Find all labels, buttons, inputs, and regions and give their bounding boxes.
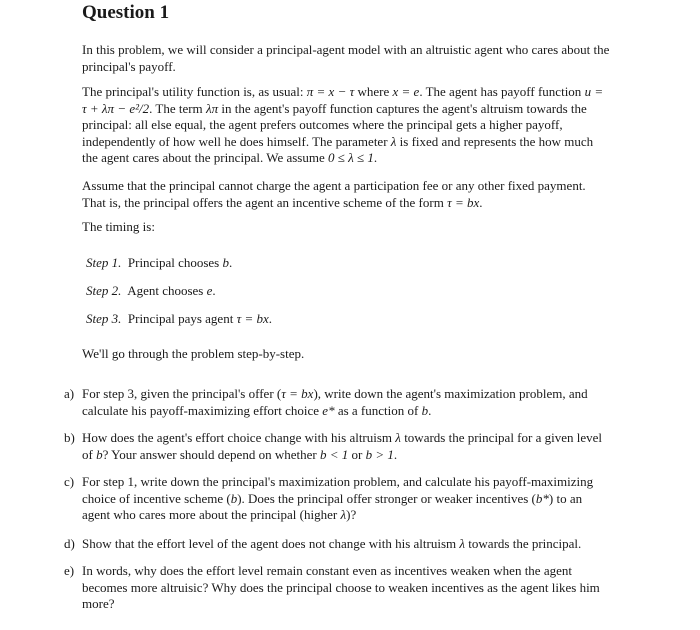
question-e bbox=[64, 563, 610, 613]
intro-paragraph: In this problem, we will consider a principal-agent model with an altruistic agent who cares about the principal's payoff. bbox=[82, 42, 610, 74]
step-by-step-note: We'll go through the problem step-by-step. bbox=[82, 346, 305, 361]
question-a-letter: a) bbox=[64, 386, 75, 401]
question-b-text: How does the agent's effort choice change with his altruism λ towards the principal for a given level of b? Your answer should depend on whether b < 1 or b > 1. bbox=[82, 430, 603, 462]
timing-label: The timing is: bbox=[82, 219, 155, 234]
principal-utility-formula: π = x − τ bbox=[306, 84, 355, 99]
timing-step-2: Step 2. Agent chooses e. bbox=[86, 283, 216, 298]
question-c-letter: c) bbox=[64, 474, 75, 489]
lambda-symbol: λ bbox=[390, 133, 397, 149]
question-d-text: Show that the effort level of the agent does not change with his altruism λ towards the principal. bbox=[82, 536, 582, 551]
altruism-term: λπ bbox=[205, 100, 219, 116]
question-d-letter: d) bbox=[64, 536, 75, 551]
question-title: Question 1 bbox=[82, 2, 170, 23]
question-c-text: For step 1, write down the principal's maximization problem, and calculate his payoff-maximizing choice of incentive scheme (b). Does the principal offer stronger or weaker incentives (b*) to an agent who cares more about the principal (higher λ)? bbox=[82, 474, 594, 522]
utility-paragraph: The principal's utility function is, as usual: π = x − τ where x = e. The agent has payoff function u = τ + λπ − e²/2. The term λπ in the agent's payoff function captures the agent's altruism towards the principal: all else equal, the agent prefers outcomes where the principal gets a higher payoff, independently of how well he does himself. The parameter λ is fixed and represents the how much the agent cares about the principal. We assume 0 ≤ λ ≤ 1. bbox=[82, 84, 604, 165]
timing-step-3: Step 3. Principal pays agent τ = bx. bbox=[86, 311, 273, 326]
lambda-range: 0 ≤ λ ≤ 1 bbox=[327, 150, 374, 165]
question-b bbox=[64, 430, 610, 463]
question-e-letter: e) bbox=[64, 563, 75, 578]
timing-step-1: Step 1. Principal chooses b. bbox=[86, 255, 233, 270]
question-a-text: For step 3, given the principal's offer (τ = bx), write down the agent's maximization problem, and calculate his payoff-maximizing effort choice e* as a function of b. bbox=[82, 386, 588, 418]
assumption-paragraph: Assume that the principal cannot charge the agent a participation fee or any other fixed payment. That is, the principal offers the agent an incentive scheme of the form τ = bx. bbox=[82, 178, 586, 210]
x-definition: x = e bbox=[392, 84, 420, 99]
agent-payoff-formula: u = τ + λπ − e²/2 bbox=[82, 84, 604, 116]
question-c bbox=[64, 474, 610, 524]
question-e-text: In words, why does the effort level remain constant even as incentives weaken when the agent becomes more altruisic? Why does the principal choose to weaken incentives as the agent likes him more? bbox=[82, 563, 600, 611]
question-d bbox=[64, 536, 610, 553]
question-a bbox=[64, 386, 610, 419]
incentive-scheme-formula: τ = bx bbox=[447, 194, 480, 210]
question-b-letter: b) bbox=[64, 430, 75, 445]
